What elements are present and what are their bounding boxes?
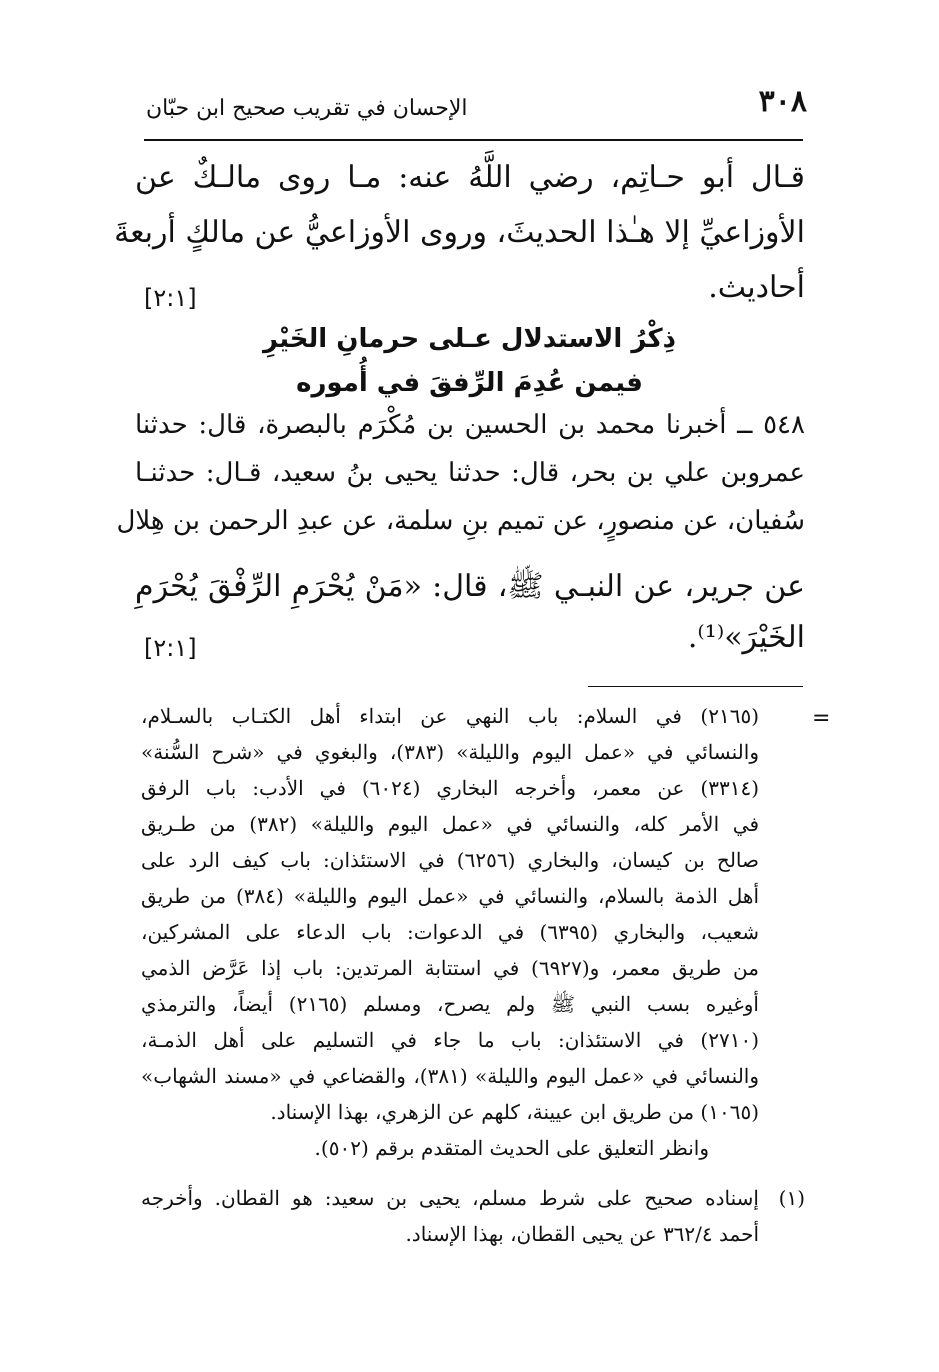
footnote-line: من طريق معمر، و(٦٩٢٧) في استتابة المرتدين: باب إذا عَرَّض الذمي	[141, 956, 759, 980]
footnote-number: (١)	[778, 1186, 805, 1210]
footnote-line: والنسائي في «عمل اليوم والليلة» (٣٨١)، والقضاعي في «مسند الشهاب»	[141, 1064, 759, 1088]
footnote-line: (٢٧١٠) في الاستئذان: باب ما جاء في التسليم على أهل الذمـة،	[141, 1028, 759, 1052]
header-rule	[144, 139, 803, 141]
footnote-line: والنسائي في «عمل اليوم والليلة» (٣٨٣)، والبغوي في «شرح السُّنة»	[141, 740, 759, 764]
footnote-line: صالح بن كيسان، والبخاري (٦٢٥٦) في الاستئذان: باب كيف الرد على	[141, 848, 760, 872]
footnote-line: أهل الذمة بالسلام، والنسائي في «عمل اليوم والليلة» (٣٨٤) من طريق	[141, 884, 760, 908]
footnote-line: إسناده صحيح على شرط مسلم، يحيى بن سعيد: هو القطان. وأخرجه	[141, 1186, 759, 1210]
section-heading: فيمن عُدِمَ الرِّفقَ في أُموره	[296, 368, 643, 398]
footnote-line: (٣٣١٤) عن معمر، وأخرجه البخاري (٦٠٢٤) في الأدب: باب الرفق	[141, 776, 759, 800]
running-title: الإحسان في تقريب صحيح ابن حبّان	[146, 96, 468, 121]
body-line: أحاديث.	[708, 270, 805, 305]
body-line: قـال أبو حـاتِم، رضي اللَّهُ عنه: مـا روى مالـكٌ عن	[135, 160, 805, 195]
hadith-line: عمروبن علي بن بحر، قال: حدثنا يحيى بنُ سعيد، قـال: حدثنـا	[135, 458, 805, 488]
reference-marker: [٢:١]	[144, 284, 197, 312]
reference-marker: [٢:١]	[144, 634, 197, 662]
body-line: الأوزاعيِّ إلا هـٰذا الحديثَ، وروى الأوزاعيُّ عن مالكٍ أربعةَ	[114, 215, 805, 250]
footnote-line: وانظر التعليق على الحديث المتقدم برقم (٥٠٢).	[314, 1136, 709, 1160]
hadith-line: الخَيْرَ»⁽¹⁾.	[687, 620, 805, 655]
hadith-line: ٥٤٨ ــ أخبرنا محمد بن الحسين بن مُكْرَم بالبصرة، قال: حدثنا	[135, 410, 805, 440]
hadith-line: عن جرير، عن النبـي ﷺ، قال: «مَنْ يُحْرَمِ الرِّفْقَ يُحْرَمِ	[135, 569, 805, 604]
footnote-line: شعيب، والبخاري (٦٣٩٥) في الدعوات: باب الدعاء على المشركين،	[141, 920, 759, 944]
hadith-line: سُفيان، عن منصورٍ، عن تميم بنِ سلمة، عن عبدِ الرحمن بن هِلال	[116, 506, 805, 536]
footnote-line: أحمد ٣٦٢/٤ عن يحيى القطان، بهذا الإسناد.	[405, 1222, 759, 1246]
footnote-line: أوغيره بسب النبي ﷺ ولم يصرح، ومسلم (٢١٦٥) أيضاً، والترمذي	[141, 992, 759, 1016]
page-number: ٣٠٨	[758, 84, 807, 119]
footnote-line: في الأمر كله، والنسائي في «عمل اليوم والليلة» (٣٨٢) من طـريق	[141, 812, 760, 836]
footnote-rule	[588, 686, 803, 687]
footnote-line: (١٠٦٥) من طريق ابن عيينة، كلهم عن الزهري، بهذا الإسناد.	[270, 1100, 759, 1124]
section-heading: ذِكْرُ الاستدلال عـلى حرمانِ الخَيْرِ	[263, 324, 676, 354]
continuation-mark: =	[812, 706, 831, 731]
footnote-line: (٢١٦٥) في السلام: باب النهي عن ابتداء أهل الكتـاب بالسـلام،	[141, 704, 759, 728]
